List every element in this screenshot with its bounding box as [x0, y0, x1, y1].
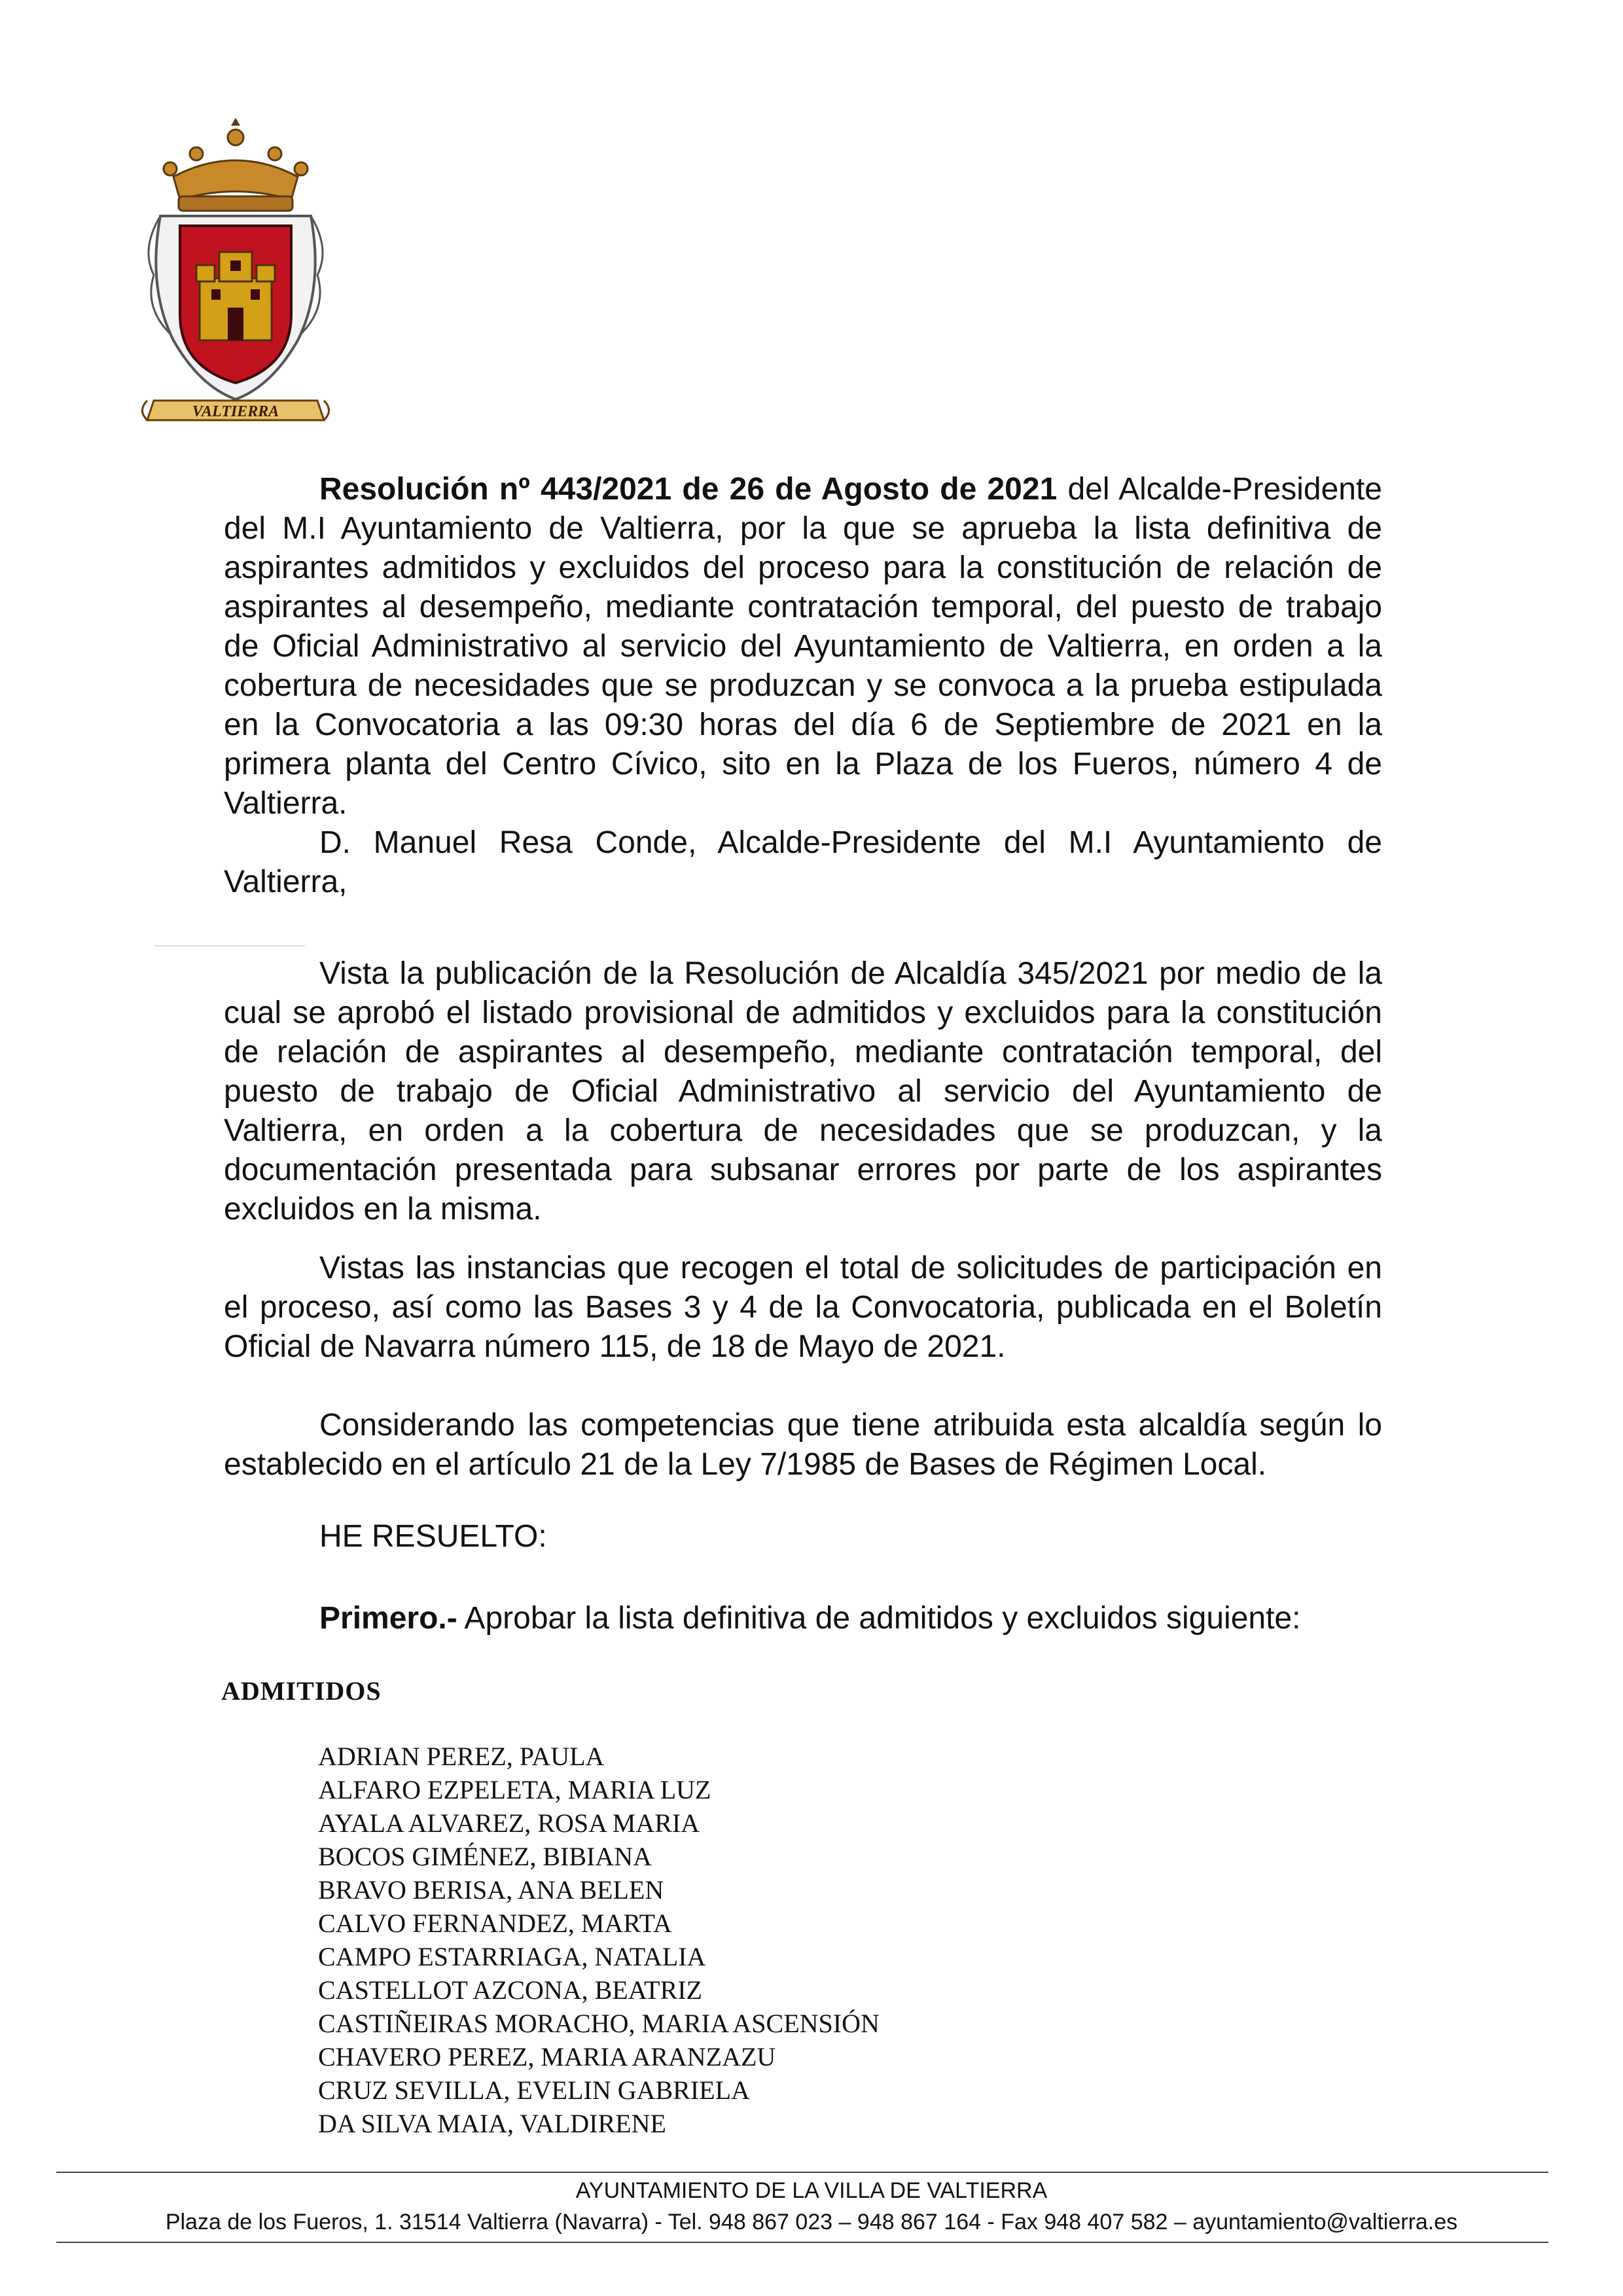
banner-ribbon — [143, 401, 329, 420]
list-item: BOCOS GIMÉNEZ, BIBIANA — [318, 1842, 652, 1871]
list-item: CRUZ SEVILLA, EVELIN GABRIELA — [318, 2075, 750, 2105]
resolution-title-bold: Resolución nº 443/2021 de 26 de Agosto de 2021 — [319, 472, 1058, 507]
coat-of-arms-logo — [134, 118, 337, 432]
list-item: CALVO FERNANDEZ, MARTA — [318, 1909, 672, 1938]
divider — [154, 945, 305, 946]
primero-paragraph — [319, 1599, 1300, 1638]
list-item: BRAVO BERISA, ANA BELEN — [318, 1875, 664, 1905]
list-item: CAMPO ESTARRIAGA, NATALIA — [318, 1942, 706, 1971]
list-item: CASTELLOT AZCONA, BEATRIZ — [318, 1975, 703, 2005]
vistas-text: Vistas las instancias que recogen el total de solicitudes de participación en el proceso, así como las Bases 3 y 4 de la Convocatoria, publicada en el Boletín Oficial de Navarra número 115, de 18 de Mayo de 2021. — [224, 1251, 1382, 1364]
list-item: AYALA ALVAREZ, ROSA MARIA — [318, 1808, 700, 1838]
castle-icon — [196, 252, 275, 340]
considerando-text: Considerando las competencias que tiene atribuida esta alcaldía según lo establecido en el artículo 21 de la Ley 7/1985 de Bases de Régimen Local. — [224, 1408, 1382, 1482]
considerando-paragraph — [224, 1406, 1382, 1484]
admitidos-list — [318, 1740, 880, 2140]
resolution-title-text: del Alcalde-Presidente del M.I Ayuntamiento de Valtierra, por la que se aprueba la lista definitiva de aspirantes admitidos y excluidos del proceso para la constitución de relación de aspirantes al desempeño, mediante contratación temporal, del puesto de trabajo de Oficial Administrativo al servicio del Ayuntamiento de Valtierra, en orden a la cobertura de necesidades que se produzcan y se convoca a la prueba estipulada en la Convocatoria a las 09:30 horas del día 6 de Septiembre de 2021 en la primera planta del Centro Cívico, sito en la Plaza de los Fueros, número 4 de Valtierra. — [224, 472, 1383, 821]
list-item: CASTIÑEIRAS MORACHO, MARIA ASCENSIÓN — [318, 2009, 880, 2038]
footer-address: Plaza de los Fueros, 1. 31514 Valtierra (Navarra) - Tel. 948 867 023 – 948 867 164 - Fax 948 407 582 – ayuntamiento@valtierra.es — [165, 2210, 1458, 2234]
mayor-text: D. Manuel Resa Conde, Alcalde-Presidente del M.I Ayuntamiento de Valtierra, — [224, 825, 1382, 899]
footer-organization: AYUNTAMIENTO DE LA VILLA DE VALTIERRA — [575, 2178, 1048, 2203]
banner-text: VALTIERRA — [192, 403, 279, 420]
vistas-paragraph — [224, 1249, 1382, 1367]
resolution-title-paragraph — [224, 470, 1382, 823]
crown-icon — [164, 118, 308, 211]
list-item: ADRIAN PEREZ, PAULA — [318, 1742, 605, 1771]
vista-text: Vista la publicación de la Resolución de Alcaldía 345/2021 por medio de la cual se aprobó el listado provisional de admitidos y excluidos para la constitución de relación de aspirantes al desempeño, mediante contratación temporal, del puesto de trabajo de Oficial Administrativo al servicio del Ayuntamiento de Valtierra, en orden a la cobertura de necesidades que se produzcan, y la documentación presentada para subsanar errores por parte de los aspirantes excluidos en la misma. — [224, 956, 1382, 1227]
footer-divider — [56, 2172, 1548, 2173]
list-item: CHAVERO PEREZ, MARIA ARANZAZU — [318, 2042, 776, 2072]
primero-label: Primero.- — [319, 1601, 457, 1636]
admitidos-heading: ADMITIDOS — [221, 1676, 382, 1706]
resolved-heading: HE RESUELTO: — [319, 1519, 547, 1554]
vista-paragraph — [224, 954, 1382, 1229]
mayor-paragraph — [224, 823, 1382, 902]
list-item: ALFARO EZPELETA, MARIA LUZ — [318, 1775, 711, 1804]
footer-divider-bottom — [56, 2242, 1548, 2243]
primero-text: Aprobar la lista definitiva de admitidos y excluidos siguiente: — [457, 1601, 1301, 1636]
list-item: DA SILVA MAIA, VALDIRENE — [318, 2109, 666, 2138]
